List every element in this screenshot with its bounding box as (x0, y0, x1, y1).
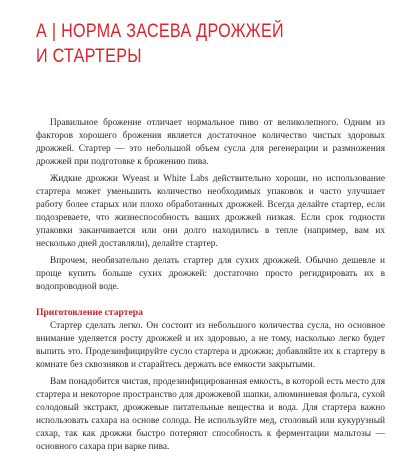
paragraph-starter-needs: Вам понадобится чистая, продезинфицированная емкость, в которой есть место для стартера и некоторое пространство для дрожжевой шапки, алюминиевая фольга, сухой солодовый экстракт, дрожжевые питательные вещества и вода. Для стартера важно использовать сахара на основе солода. Не используйте мед, столовый или кукурузный сахар, так как дрожжи быстро потеряют способность к ферментации мальтозы — основного сахара при варке пива. (36, 377, 385, 452)
paragraph-starter-easy: Стартер сделать легко. Он состоит из небольшого количества сусла, но основное внимание уделяется росту дрожжей и их здоровью, а не тому, насколько легко будет выпить это. Продезинфицируйте сусло стартера и дрожжи; добавляйте их к стартеру в комнате без сквозняков и старайтесь держать все емкости закрытыми. (36, 321, 385, 370)
paragraph-dry-yeast: Впрочем, необязательно делать стартер для сухих дрожжей. Обычно дешевле и проще купить больше сухих дрожжей: достаточно просто регидрировать их в водопроводной воде. (36, 256, 385, 292)
page-title (36, 19, 330, 69)
body-text (36, 117, 385, 458)
page-title-line-1: А | НОРМА ЗАСЕВА ДРОЖЖЕЙ (36, 21, 284, 42)
paragraph-intro: Правильное брожение отличает нормальное пиво от великолепного. Одним из факторов хорошего брожения является достаточное количество чистых здоровых дрожжей. Стартер — это небольшой объем сусла для регенерации и размножения дрожжей при подготовке к брожению пива. (36, 118, 385, 167)
paragraph-liquid-yeast: Жидкие дрожжи Wyeast и White Labs действительно хороши, но использование стартера может уменьшить количество необходимых упаковок и часто улучшает работу более старых или плохо обработанных дрожжей. Всегда делайте стартер, если подозреваете, что жизнеспособность ваших дрожжей низкая. Если срок годности упаковки заканчивается или они долго находились в тепле (например, вам их несколько дней доставляли), делайте стартер. (36, 174, 385, 249)
page-title-line-2: И СТАРТЕРЫ (36, 46, 142, 67)
section-heading: Приготовление стартера (36, 307, 143, 318)
